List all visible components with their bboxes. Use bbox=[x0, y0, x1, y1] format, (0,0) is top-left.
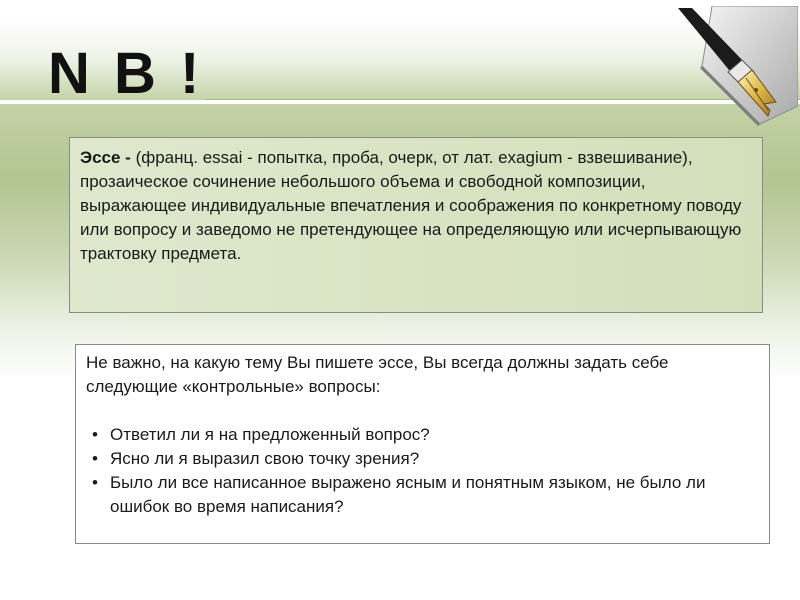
questions-intro: Не важно, на какую тему Вы пишете эссе, Вы всегда должны задать себе следующие «контрольные» вопросы: bbox=[86, 353, 669, 396]
bullet: • bbox=[92, 449, 98, 468]
definition-box bbox=[69, 137, 763, 313]
definition-text: (франц. essai - попытка, проба, очерк, от лат. exagium - взвешивание), прозаическое сочинение небольшого объема и свободной композиции, выражающее индивидуальные впечатления и соображения по конкретному поводу или вопросу и заведомо не претендующее на определяющую или исчерпывающую трактовку предмета. bbox=[80, 148, 742, 263]
bullet: • bbox=[92, 425, 98, 444]
fountain-pen-icon bbox=[672, 6, 798, 126]
questions-box bbox=[75, 344, 770, 544]
list-item-text: Ясно ли я выразил свою точку зрения? bbox=[110, 449, 420, 468]
list-item bbox=[86, 471, 759, 519]
bullet: • bbox=[92, 473, 98, 492]
list-item-text: Было ли все написанное выражено ясным и понятным языком, не было ли ошибок во время написания? bbox=[110, 473, 706, 516]
list-item-text: Ответил ли я на предложенный вопрос? bbox=[110, 425, 430, 444]
list-item bbox=[86, 447, 759, 471]
list-item bbox=[86, 423, 759, 447]
slide-title: N B ! bbox=[48, 41, 204, 106]
definition-term: Эссе - bbox=[80, 148, 131, 167]
questions-list bbox=[86, 423, 759, 519]
